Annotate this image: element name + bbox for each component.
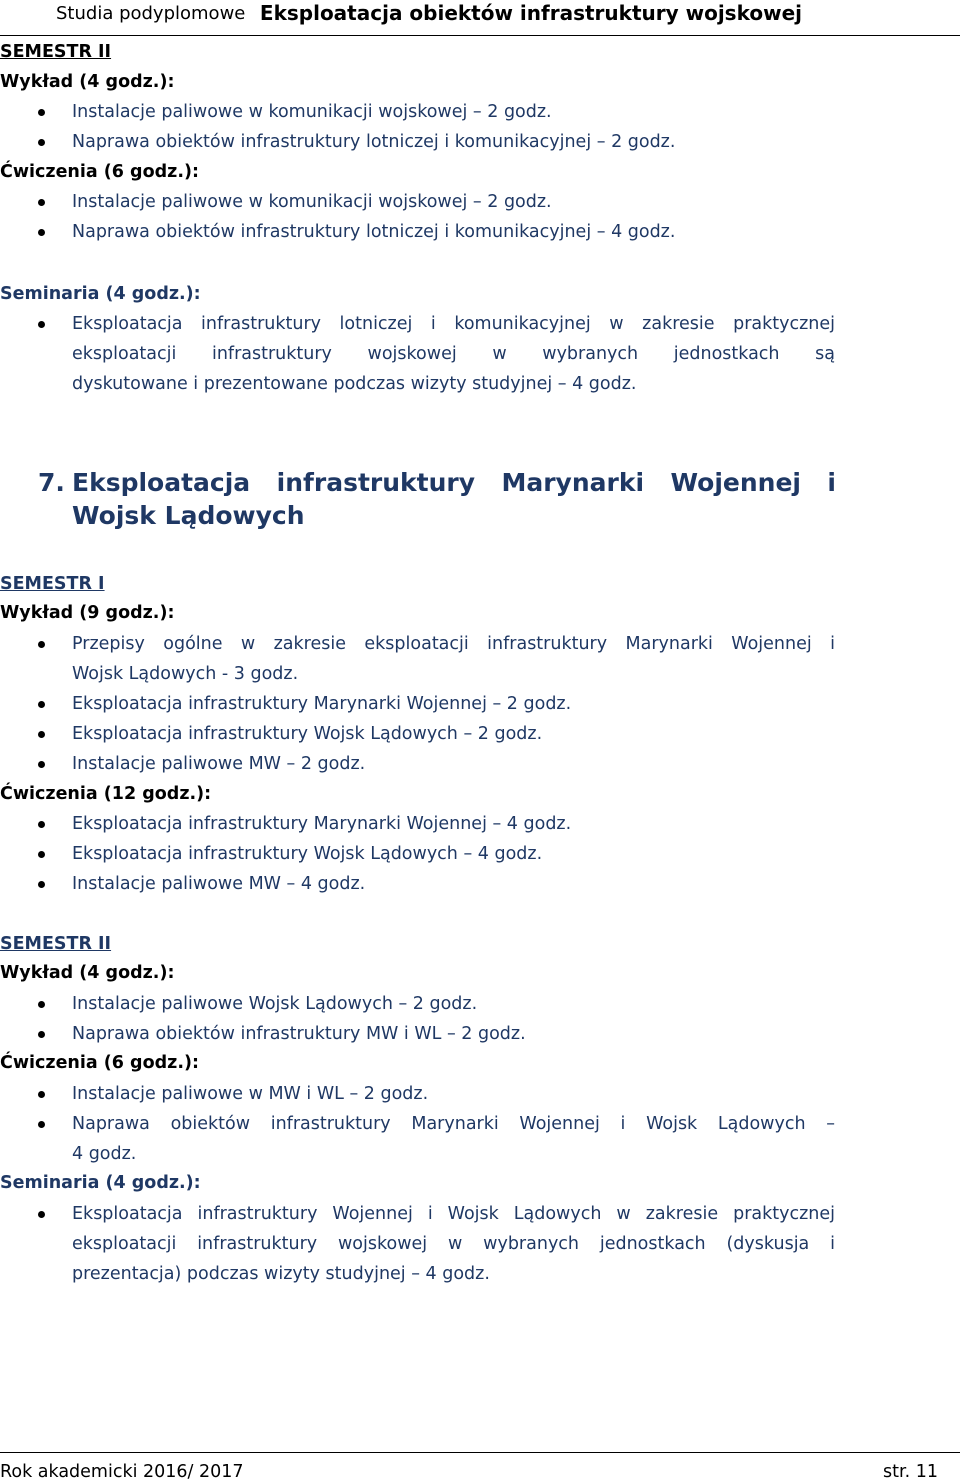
section-title-line-1: Eksploatacja infrastruktury Marynarki Wojennej i (72, 468, 836, 497)
paragraph-line: prezentacja) podczas wizyty studyjnej – 4 godz. (72, 1264, 490, 1284)
bullet-icon (38, 139, 45, 146)
exercises-heading: Ćwiczenia (6 godz.): (0, 1053, 199, 1073)
footer-divider (0, 1452, 960, 1453)
list-item: Instalacje paliwowe w komunikacji wojskowej – 2 godz. (72, 192, 552, 212)
page-number: str. 11 (883, 1462, 938, 1482)
exercises-heading: Ćwiczenia (12 godz.): (0, 784, 212, 804)
list-item: Instalacje paliwowe w MW i WL – 2 godz. (72, 1084, 429, 1104)
bullet-icon (38, 1031, 45, 1038)
bullet-icon (38, 641, 45, 648)
list-item: Instalacje paliwowe MW – 4 godz. (72, 874, 366, 894)
header-course-title: Eksploatacja obiektów infrastruktury wojskowej (259, 1, 802, 25)
list-item: Naprawa obiektów infrastruktury lotniczej i komunikacyjnej – 4 godz. (72, 222, 676, 242)
seminars-heading: Seminaria (4 godz.): (0, 284, 201, 304)
paragraph-line: dyskutowane i prezentowane podczas wizyty studyjnej – 4 godz. (72, 374, 637, 394)
bullet-icon (38, 701, 45, 708)
list-item: Eksploatacja infrastruktury Marynarki Wojennej – 2 godz. (72, 694, 572, 714)
paragraph-line: Eksploatacja infrastruktury lotniczej i komunikacyjnej w zakresie praktycznej (72, 314, 835, 334)
bullet-icon (38, 199, 45, 206)
lecture-heading: Wykład (4 godz.): (0, 72, 175, 92)
paragraph-line: eksploatacji infrastruktury wojskowej w wybranych jednostkach (dyskusja i (72, 1234, 835, 1254)
list-item-continuation: 4 godz. (72, 1144, 137, 1164)
bullet-icon (38, 1001, 45, 1008)
paragraph-line: eksploatacji infrastruktury wojskowej w wybranych jednostkach są (72, 344, 835, 364)
bullet-icon (38, 229, 45, 236)
list-item: Eksploatacja infrastruktury Wojsk Lądowych – 2 godz. (72, 724, 543, 744)
bullet-icon (38, 761, 45, 768)
list-item: Instalacje paliwowe MW – 2 godz. (72, 754, 366, 774)
list-item: Eksploatacja infrastruktury Wojsk Lądowych – 4 godz. (72, 844, 543, 864)
semester-heading: SEMESTR II (0, 934, 112, 954)
exercises-heading: Ćwiczenia (6 godz.): (0, 162, 199, 182)
bullet-icon (38, 851, 45, 858)
header-program-label: Studia podyplomowe (56, 3, 246, 24)
list-item: Instalacje paliwowe Wojsk Lądowych – 2 godz. (72, 994, 478, 1014)
lecture-heading: Wykład (9 godz.): (0, 603, 175, 623)
list-item: Instalacje paliwowe w komunikacji wojskowej – 2 godz. (72, 102, 552, 122)
list-item-continuation: Wojsk Lądowych - 3 godz. (72, 664, 299, 684)
bullet-icon (38, 1091, 45, 1098)
paragraph-line: Eksploatacja infrastruktury Wojennej i Wojsk Lądowych w zakresie praktycznej (72, 1204, 835, 1224)
section-title-line-2: Wojsk Lądowych (72, 501, 305, 530)
list-item: Naprawa obiektów infrastruktury lotniczej i komunikacyjnej – 2 godz. (72, 132, 676, 152)
bullet-icon (38, 1211, 45, 1218)
bullet-icon (38, 821, 45, 828)
list-item: Eksploatacja infrastruktury Marynarki Wojennej – 4 godz. (72, 814, 572, 834)
page-header (0, 0, 960, 36)
semester-heading: SEMESTR I (0, 574, 105, 594)
section-number: 7. (38, 468, 65, 497)
list-item: Naprawa obiektów infrastruktury Marynarki Wojennej i Wojsk Lądowych – (72, 1114, 835, 1134)
header-divider (0, 35, 960, 36)
seminars-heading: Seminaria (4 godz.): (0, 1173, 201, 1193)
bullet-icon (38, 1121, 45, 1128)
semester-heading: SEMESTR II (0, 42, 112, 62)
list-item: Naprawa obiektów infrastruktury MW i WL – 2 godz. (72, 1024, 526, 1044)
bullet-icon (38, 881, 45, 888)
list-item: Przepisy ogólne w zakresie eksploatacji infrastruktury Marynarki Wojennej i (72, 634, 835, 654)
bullet-icon (38, 731, 45, 738)
bullet-icon (38, 109, 45, 116)
footer-academic-year: Rok akademicki 2016/ 2017 (0, 1462, 244, 1482)
bullet-icon (38, 321, 45, 328)
lecture-heading: Wykład (4 godz.): (0, 963, 175, 983)
